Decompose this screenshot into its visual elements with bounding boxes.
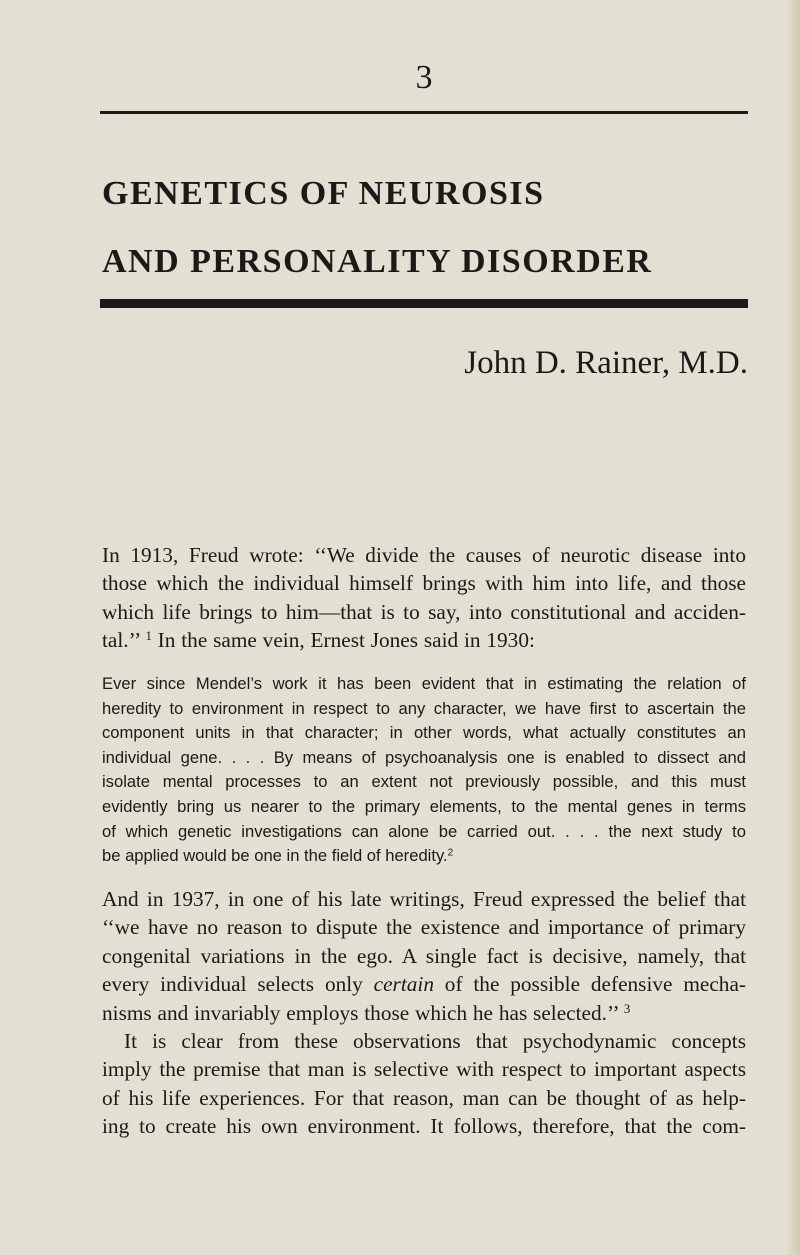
paragraph-1 (102, 541, 746, 655)
quote-line: isolate mental processes to an extent not previously possible, and this must (102, 772, 746, 792)
footnote-ref-1: 1 (145, 629, 152, 644)
text-line: which life brings to him—that is to say, into constitutional and acciden- (102, 599, 746, 624)
text-line: ‘‘we have no reason to dispute the existence and importance of primary (102, 915, 746, 940)
quote-line: Ever since Mendel’s work it has been evident that in estimating the relation of (102, 674, 746, 693)
text-fragment: be applied would be one in the field of heredity. (102, 846, 448, 866)
text-line: congenital variations in the ego. A single fact is decisive, namely, that (102, 943, 746, 968)
text-fragment: nisms and invariably employs those which he has selected.’’ (102, 1000, 624, 1025)
quote-line: individual gene. . . . By means of psychoanalysis one is enabled to dissect and (102, 747, 746, 767)
quote-line (102, 844, 746, 869)
text-line: It is clear from these observations that psychodynamic concepts (124, 1029, 746, 1053)
paragraph-3 (102, 1027, 746, 1141)
chapter-title (102, 160, 748, 296)
text-line: And in 1937, in one of his late writings, Freud expressed the belief that (102, 887, 746, 911)
text-line: imply the premise that man is selective with respect to important aspects (102, 1057, 746, 1082)
text-line: those which the individual himself brings with him into life, and those (102, 571, 746, 596)
text-line: ing to create his own environment. It follows, therefore, that the com- (102, 1114, 746, 1139)
paragraph-2 (102, 885, 746, 1027)
quote-line: heredity to environment in respect to any character, we have first to ascertain the (102, 698, 746, 718)
top-rule (100, 111, 748, 114)
footnote-ref-2: 2 (447, 847, 454, 859)
text-line (102, 999, 746, 1027)
page-edge (786, 0, 800, 1255)
text-line (102, 626, 746, 654)
quote-line: component units in that character; in other words, what actually constitutes an (102, 723, 746, 743)
title-rule (100, 299, 748, 308)
text-line (102, 970, 746, 998)
footnote-ref-3: 3 (623, 1001, 631, 1016)
text-fragment: In the same vein, Ernest Jones said in 1930: (151, 628, 535, 653)
text-fragment: tal.’’ (102, 628, 146, 653)
text-fragment: every individual selects only (102, 972, 374, 997)
text-line: of his life experiences. For that reason, man can be thought of as help- (102, 1085, 746, 1110)
block-quote (102, 672, 746, 869)
text-fragment: of the possible defensive mecha- (433, 972, 746, 997)
author-name: John D. Rainer, M.D. (464, 345, 748, 381)
chapter-number: 3 (415, 59, 433, 96)
chapter-title-line-1: GENETICS OF NEUROSIS (102, 175, 545, 212)
emphasis: certain (373, 972, 434, 997)
quote-line: of which genetic investigations can alone be carried out. . . . the next study to (102, 821, 746, 841)
chapter-title-line-2: AND PERSONALITY DISORDER (102, 243, 653, 280)
quote-line: evidently bring us nearer to the primary elements, to the mental genes in terms (102, 796, 746, 816)
text-line: In 1913, Freud wrote: ‘‘We divide the causes of neurotic disease into (102, 543, 746, 567)
